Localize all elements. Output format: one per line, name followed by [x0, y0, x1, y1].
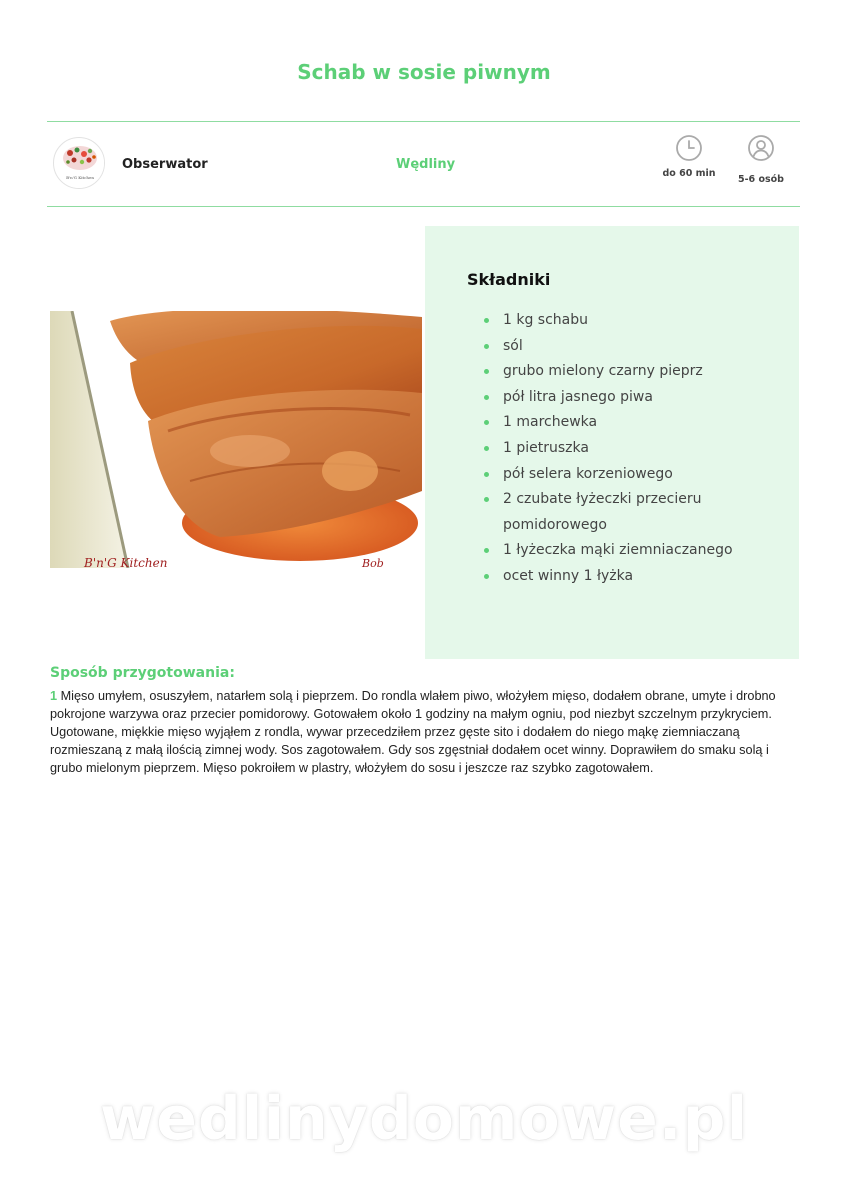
servings-meta [731, 134, 791, 186]
food-logo-avatar-icon [54, 138, 105, 189]
ingredient-item: grubo mielony czarny pieprz [503, 359, 773, 385]
clock-icon [675, 134, 703, 162]
method-step [50, 687, 798, 777]
ingredients-panel [425, 226, 799, 659]
method-heading: Sposób przygotowania: [50, 665, 235, 681]
ingredients-list [503, 308, 773, 590]
site-watermark: wedlinydomowe.pl [99, 1084, 749, 1154]
ingredient-item: 1 kg schabu [503, 308, 773, 334]
author-name[interactable]: Obserwator [122, 157, 208, 172]
ingredient-item: 1 marchewka [503, 410, 773, 436]
time-meta [659, 134, 719, 180]
ingredient-item: ocet winny 1 łyżka [503, 564, 773, 590]
photo-watermark-left: B'n'G Kitchen [84, 556, 168, 568]
ingredient-item: pół selera korzeniowego [503, 462, 773, 488]
step-number: 1 [50, 689, 58, 703]
person-icon [747, 134, 775, 162]
ingredient-item: 1 łyżeczka mąki ziemniaczanego [503, 538, 773, 564]
author-avatar[interactable] [53, 137, 105, 189]
pork-loin-photo [50, 311, 422, 568]
ingredient-item: pół litra jasnego piwa [503, 385, 773, 411]
ingredient-item: 2 czubate łyżeczki przecieru pomidorowego [503, 487, 773, 538]
ingredient-item: 1 pietruszka [503, 436, 773, 462]
step-text: Mięso umyłem, osuszyłem, natarłem solą i pieprzem. Do rondla wlałem piwo, włożyłem mięso, dodałem obrane, umyte i drobno pokrojone warzywa oraz przecier pomidorowy. Gotowałem około 1 godziny na małym ogniu, pod niezbyt szczelnym przykryciem. Ugotowane, miękkie mięso wyjąłem z rondla, wywar przecedziłem przez gęste sito i dodałem do niego mąkę ziemniaczaną rozmieszaną z małą ilością zimnej wody. Sos zagotowałem. Gdy sos zgęstniał dodałem ocet winny. Doprawiłem do smaku solą i grubo mielonym pieprzem. Mięso pokroiłem w plastry, włożyłem do sosu i jeszcze raz szybko zagotowałem. [50, 689, 776, 775]
avatar-text: B'n'G Kitchen [66, 175, 94, 180]
ingredients-heading: Składniki [467, 270, 551, 289]
recipe-photo [50, 311, 422, 568]
time-label: do 60 min [662, 168, 716, 179]
recipe-info-bar [47, 121, 800, 207]
servings-label: 5-6 osób [738, 174, 784, 185]
category-link[interactable]: Wędliny [396, 157, 456, 172]
ingredient-item: sól [503, 334, 773, 360]
page-title: Schab w sosie piwnym [297, 60, 551, 84]
photo-watermark-right: Bob [362, 557, 384, 568]
